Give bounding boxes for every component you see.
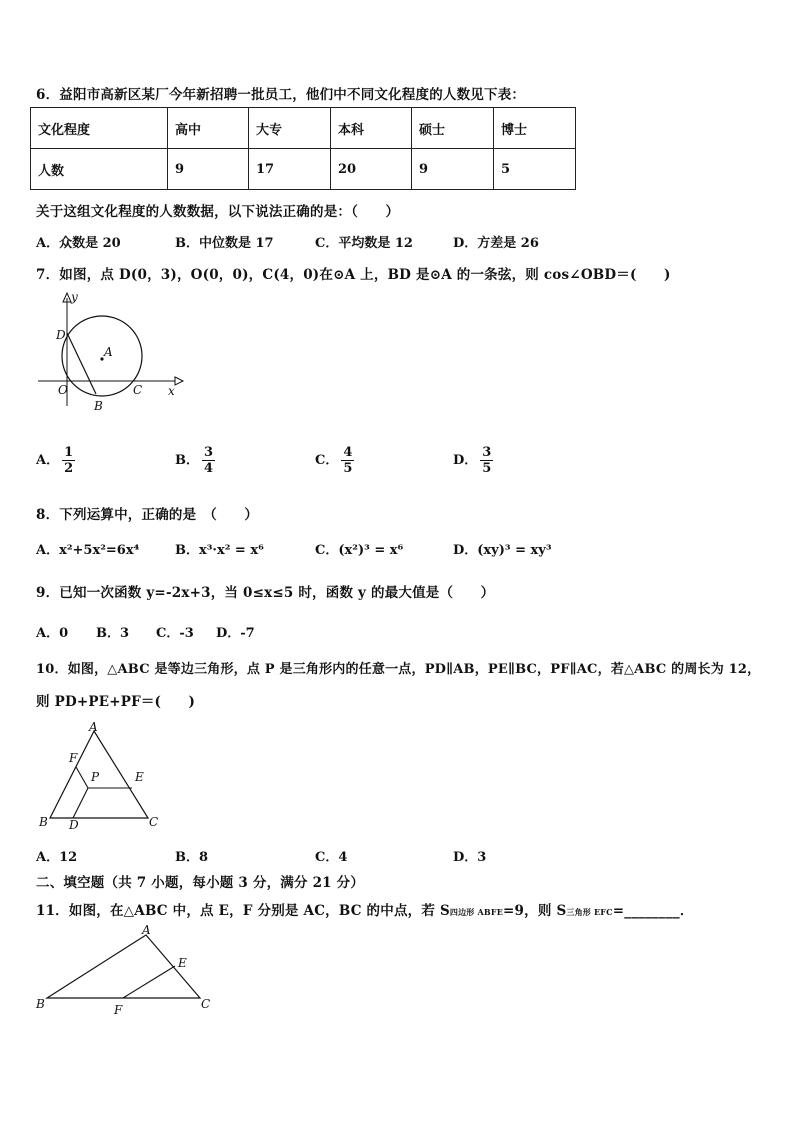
q9-option-b: B．3 — [96, 626, 130, 641]
q6-option-d: D．方差是 26 — [453, 236, 539, 251]
q10-label-d: D — [69, 818, 79, 832]
table-cell: 文化程度 — [31, 108, 168, 149]
q8-option-c: C．(x²)³ = x⁶ — [315, 543, 404, 558]
q7-label-a: A — [104, 345, 113, 359]
q10-stem-line1: 10．如图，△ABC 是等边三角形，点 P 是三角形内的任意一点，PD∥AB，PE∥BC，PF∥AC，若△ABC 的周长为 12， — [36, 662, 761, 677]
q10-label-c: C — [149, 815, 159, 829]
table-cell: 17 — [249, 149, 331, 190]
q6-option-a: A．众数是 20 — [36, 236, 121, 251]
table-cell: 人数 — [31, 149, 168, 190]
q10-option-d: D．3 — [453, 850, 487, 865]
q7-option-c: C． $\frac{4}{5}$ — [315, 445, 353, 476]
q10-option-a: A．12 — [36, 850, 78, 865]
q7-label-o: O — [58, 383, 68, 397]
table-row — [31, 149, 576, 190]
q11-label-c: C — [201, 997, 211, 1011]
q6-stem: 6．益阳市高新区某厂今年新招聘一批员工，他们中不同文化程度的人数见下表： — [36, 87, 526, 103]
table-cell: 本科 — [331, 108, 412, 149]
q10-figure — [30, 715, 170, 835]
q7-label-b: B — [94, 399, 103, 413]
table-cell: 9 — [412, 149, 494, 190]
q10-label-e: E — [135, 770, 144, 784]
table-cell: 大专 — [249, 108, 331, 149]
q9-option-c: C．-3 — [156, 626, 194, 641]
q7-label-x: x — [168, 384, 175, 398]
table-cell: 硕士 — [412, 108, 494, 149]
q10-stem-line2: 则 PD+PE+PF＝( ) — [36, 694, 196, 710]
q10-label-p: P — [91, 770, 100, 784]
table-cell: 9 — [168, 149, 249, 190]
q10-label-b: B — [39, 815, 48, 829]
q11-label-f: F — [114, 1003, 123, 1017]
q6-question: 关于这组文化程度的人数数据，以下说法正确的是：（ ） — [36, 204, 400, 220]
q8-stem: 8．下列运算中，正确的是 （ ） — [36, 507, 259, 523]
table-cell: 博士 — [494, 108, 576, 149]
q10-label-a: A — [89, 720, 98, 734]
q10-option-b: B．8 — [175, 850, 209, 865]
q11-stem: 11．如图，在△ABC 中，点 E，F 分别是 AC，BC 的中点，若 S四边形 ABFE=9，则 S三角形 EFC=________． — [36, 903, 694, 919]
q7-label-d: D — [56, 328, 66, 342]
q9-option-a: A．0 — [36, 626, 69, 641]
q9-option-d: D．-7 — [216, 626, 255, 641]
q10-label-f: F — [69, 751, 78, 765]
q7-label-c: C — [133, 383, 143, 397]
q6-option-b: B．中位数是 17 — [175, 236, 274, 251]
q6-table — [30, 107, 576, 190]
section-heading: 二、填空题（共 7 小题，每小题 3 分，满分 21 分） — [36, 875, 365, 891]
q11-figure — [30, 922, 230, 1022]
q7-stem: 7．如图，点 D(0，3)，O(0，0)，C(4，0)在⊙A 上，BD 是⊙A 的一条弦，则 cos∠OBD＝( ) — [36, 267, 671, 283]
q6-option-c: C．平均数是 12 — [315, 236, 413, 251]
q7-option-a: A． $\frac{1}{2}$ — [36, 445, 74, 476]
q8-option-a: A．x²+5x²=6x⁴ — [36, 543, 140, 558]
table-cell: 高中 — [168, 108, 249, 149]
q7-option-d: D． $\frac{3}{5}$ — [453, 445, 492, 476]
q9-stem: 9．已知一次函数 y=-2x+3，当 0≤x≤5 时，函数 y 的最大值是（ ） — [36, 585, 495, 601]
q8-option-d: D．(xy)³ = xy³ — [453, 543, 552, 558]
q10-option-c: C．4 — [315, 850, 348, 865]
q7-label-y: y — [71, 290, 78, 304]
table-header-row — [31, 108, 576, 149]
q11-label-a: A — [142, 923, 151, 937]
table-cell: 5 — [494, 149, 576, 190]
q7-option-b: B． $\frac{3}{4}$ — [175, 445, 214, 476]
table-cell: 20 — [331, 149, 412, 190]
q8-option-b: B．x³·x² = x⁶ — [175, 543, 264, 558]
q11-label-b: B — [36, 997, 45, 1011]
q11-label-e: E — [178, 956, 187, 970]
q7-figure — [30, 288, 190, 418]
